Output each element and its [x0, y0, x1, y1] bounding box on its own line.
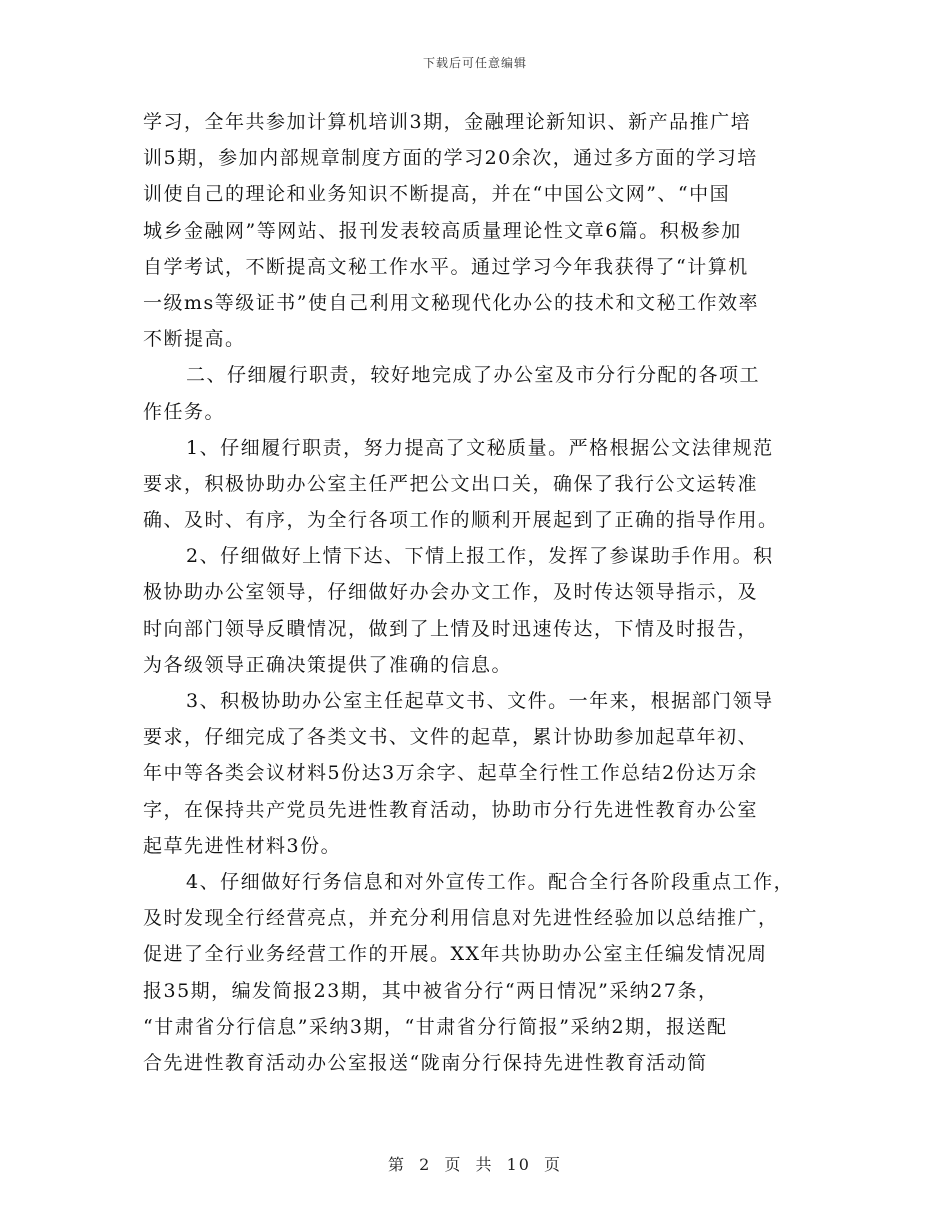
text-line: 年中等各类会议材料5份达3万余字、起草全行性工作总结2份达万余 [143, 762, 758, 785]
text-line: 极协助办公室领导，仔细做好办会办文工作，及时传达领导指示，及 [143, 581, 759, 604]
text-line: 训使自己的理论和业务知识不断提高，并在“中国公文网”、“中国 [143, 183, 731, 206]
footer-total-pages: 10 [506, 1155, 531, 1174]
footer-current-page: 2 [419, 1155, 432, 1174]
text-line: 城乡金融网”等网站、报刊发表较高质量理论性文章6篇。积极参加 [143, 219, 742, 242]
text-line: 要求，仔细完成了各类文书、文件的起草，累计协助参加起草年初、 [143, 726, 759, 749]
footer-total-word: 页 [544, 1155, 563, 1174]
footer-page-word: 页 [444, 1155, 463, 1174]
section-heading-line: 二、仔细履行职责，较好地完成了办公室及市分行分配的各项工 [186, 364, 761, 387]
body-text [143, 104, 823, 1081]
text-line: 学习，全年共参加计算机培训3期，金融理论新知识、新产品推广培 [143, 111, 752, 133]
text-line: 训5期，参加内部规章制度方面的学习20余次，通过多方面的学习培 [143, 147, 758, 170]
text-line: 时向部门领导反瞶情况，做到了上情及时迅速传达，下情及时报告， [143, 617, 759, 640]
text-line: 字，在保持共产党员先进性教育活动，协助市分行先进性教育办公室 [143, 798, 759, 821]
footer-total-label: 共 [475, 1155, 494, 1174]
footer-page-label: 第 [387, 1155, 406, 1174]
text-line: 合先进性教育活动办公室报送“陇南分行保持先进性教育活动简 [143, 1051, 708, 1074]
paragraph-start-line: 3、积极协助办公室主任起草文书、文件。一年来，根据部门领导 [186, 690, 774, 712]
header-note: 下载后可任意编辑 [422, 56, 527, 70]
text-line: 及时发现全行经营亮点，并充分利用信息对先进性经验加以总结推广， [143, 907, 779, 930]
text-line: 自学考试，不断提高文秘工作水平。通过学习今年我获得了“计算机 [143, 255, 749, 278]
text-line: 作任务。 [143, 400, 226, 423]
text-line: 不断提高。 [143, 328, 246, 351]
text-line: 一级ms等级证书”使自己利用文秘现代化办公的技术和文秘工作效率 [143, 291, 759, 314]
text-line: “甘肃省分行信息”采纳3期，“甘肃省分行简报”采纳2期，报送配 [143, 1015, 728, 1038]
paragraph-start-line: 4、仔细做好行务信息和对外宣传工作。配合全行各阶段重点工作， [186, 870, 795, 893]
text-line: 促进了全行业务经营工作的开展。XX年共协助办公室主任编发情况周 [143, 943, 768, 966]
text-line: 确、及时、有序，为全行各项工作的顺利开展起到了正确的指导作用。 [143, 509, 779, 532]
text-line: 为各级领导正确决策提供了准确的信息。 [143, 653, 513, 676]
paragraph-start-line: 2、仔细做好上情下达、下情上报工作，发挥了参谋助手作用。积 [186, 545, 774, 568]
paragraph-start-line: 1、仔细履行职责，努力提高了文秘质量。严格根据公文法律规范 [186, 436, 774, 459]
text-line: 报35期，编发简报23期，其中被省分行“两日情况”采纳27条， [143, 979, 719, 1002]
text-line: 起草先进性材料3份。 [143, 834, 342, 857]
text-line: 要求，积极协助办公室主任严把公文出口关，确保了我行公文运转准 [143, 472, 759, 495]
page-footer [0, 1152, 950, 1175]
